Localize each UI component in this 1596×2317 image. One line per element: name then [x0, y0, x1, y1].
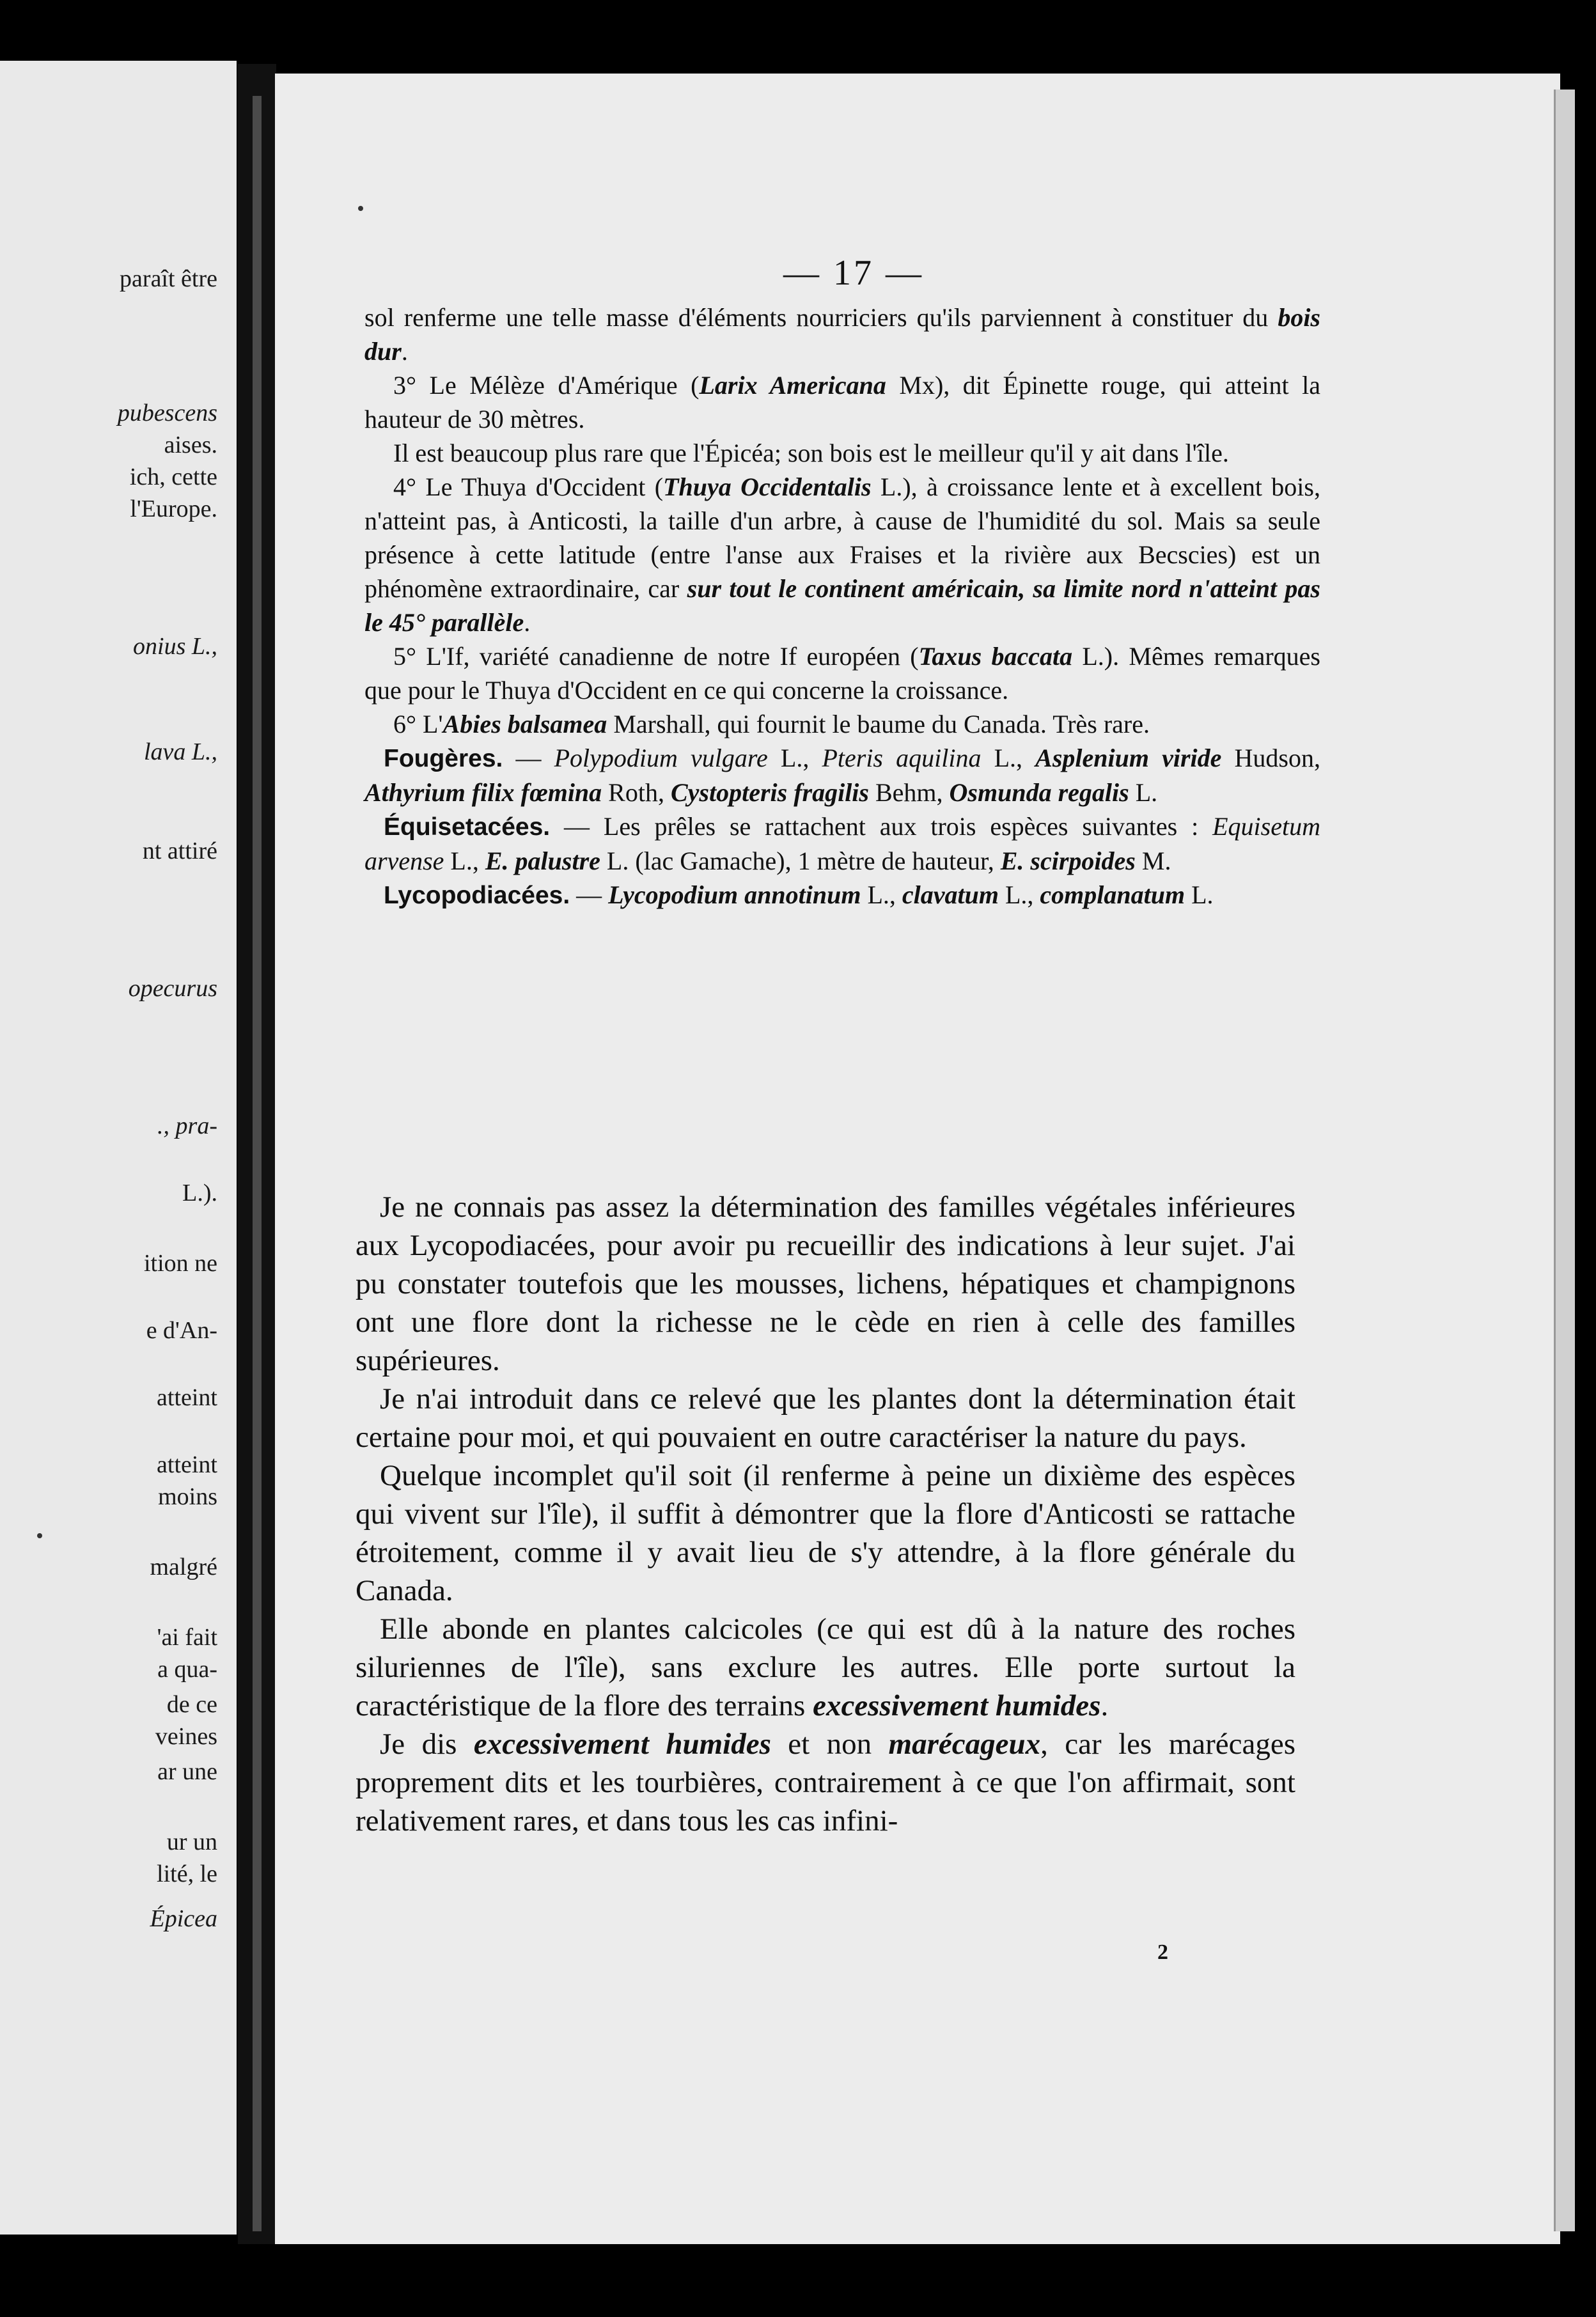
page-number: — 17 —	[783, 253, 924, 293]
left-fragment: ur un	[166, 1829, 217, 1855]
left-fragment: de ce	[166, 1691, 217, 1718]
paragraph: Elle abonde en plantes calcicoles (ce qui est dû à la nature des roches siluriennes de l'île), sans exclure les autres. Elle porte surtout la caractéristique de la flore des terrains excessivement humides.	[356, 1612, 1295, 1722]
body-text	[356, 1188, 1295, 1840]
plant-list-text	[364, 300, 1320, 912]
left-fragment: Épicea	[150, 1905, 217, 1932]
section-equisetacees: Équisetacées. — Les prêles se rattachent aux trois espèces suivantes : Equisetum arvense L., E. palustre L. (lac Gamache), 1 mètre de hauteur, E. scirpoides M.	[364, 812, 1320, 875]
paragraph: Je dis excessivement humides et non marécageux, car les marécages proprement dits et les tourbières, contrairement à ce que l'on affirmait, sont relativement rares, et dans tous les cas infini-	[356, 1728, 1296, 1837]
left-fragment: opecurus	[128, 975, 217, 1002]
left-fragment: nt attiré	[142, 838, 217, 864]
paragraph: Quelque incomplet qu'il soit (il renferme à peine un dixième des espèces qui vivent sur l'île), il suffit à démontrer que la flore d'Anticosti se rattache étroitement, comme il y avait lieu de s'y attendre, à la flore générale du Canada.	[356, 1459, 1295, 1607]
left-fragment: atteint	[157, 1451, 217, 1478]
left-fragment: ition ne	[143, 1250, 217, 1277]
section-heading: Fougères.	[384, 745, 503, 772]
left-fragment: aises.	[164, 432, 217, 458]
left-fragment: L.).	[182, 1180, 217, 1206]
left-fragment: moins	[158, 1483, 217, 1510]
paragraph: Je n'ai introduit dans ce relevé que les plantes dont la détermination était certaine pour moi, et qui pouvaient en outre caractériser la nature du pays.	[356, 1382, 1295, 1454]
sheet-number: 2	[1157, 1940, 1168, 1964]
section-heading: Équisetacées.	[384, 813, 551, 841]
left-fragment: pubescens	[117, 400, 217, 426]
speck-mark	[37, 1533, 42, 1538]
left-fragment: l'Europe.	[130, 495, 217, 522]
left-fragment: 'ai fait	[157, 1624, 217, 1651]
page-edge	[1554, 90, 1575, 2231]
paragraph: Je ne connais pas assez la détermination des familles végétales inférieures aux Lycopodiacées, pour avoir pu recueillir des indications à leur sujet. J'ai pu constater toutefois que les mousses, lichens, hépatiques et champignons ont une flore dont la richesse ne le cède en rien à celle des familles supérieures.	[356, 1190, 1295, 1377]
paragraph: 5° L'If, variété canadienne de notre If européen (Taxus baccata L.). Mêmes remarques que pour le Thuya d'Occident en ce qui concerne la croissance.	[364, 642, 1320, 705]
left-fragment: a qua-	[157, 1656, 217, 1683]
left-fragment: lité, le	[157, 1861, 217, 1887]
left-fragment: atteint	[157, 1384, 217, 1411]
left-fragment: lava L.,	[143, 738, 217, 765]
paragraph: 3° Le Mélèze d'Amérique (Larix Americana Mx), dit Épinette rouge, qui atteint la hauteur de 30 mètres.	[364, 371, 1320, 433]
section-lycopodiacees: Lycopodiacées. — Lycopodium annotinum L., clavatum L., complanatum L.	[384, 880, 1214, 909]
left-fragment: ar une	[157, 1758, 217, 1785]
gutter-highlight	[253, 96, 262, 2231]
left-page	[0, 61, 237, 2235]
left-fragment: veines	[155, 1723, 217, 1750]
left-fragment: paraît être	[120, 265, 217, 292]
paragraph: 6° L'Abies balsamea Marshall, qui fournit le baume du Canada. Très rare.	[393, 710, 1150, 738]
left-fragment: ich, cette	[129, 464, 217, 490]
paragraph: 4° Le Thuya d'Occident (Thuya Occidentalis L.), à croissance lente et à excellent bois, n'atteint pas, à Anticosti, la taille d'un arbre, à cause de l'humidité du sol. Mais sa seule présence à cette latitude (entre l'anse aux Fraises et la rivière aux Becscies) est un phénomène extraordinaire, car sur tout le continent américain, sa limite nord n'atteint pas le 45° parallèle.	[364, 472, 1320, 637]
section-heading: Lycopodiacées.	[384, 882, 570, 909]
left-fragment: malgré	[150, 1554, 217, 1580]
left-fragment: e d'An-	[146, 1317, 217, 1344]
left-fragment: ., pra-	[157, 1112, 217, 1139]
speck-mark	[358, 206, 363, 211]
paragraph: sol renferme une telle masse d'éléments nourriciers qu'ils parviennent à constituer du bois dur.	[364, 303, 1320, 366]
paragraph: Il est beaucoup plus rare que l'Épicéa; son bois est le meilleur qu'il y ait dans l'île.	[393, 439, 1229, 467]
left-fragment: onius L.,	[133, 633, 217, 660]
section-fougeres: Fougères. — Polypodium vulgare L., Pteris aquilina L., Asplenium viride Hudson, Athyrium filix fœmina Roth, Cystopteris fragilis Behm, Osmunda regalis L.	[364, 744, 1320, 807]
